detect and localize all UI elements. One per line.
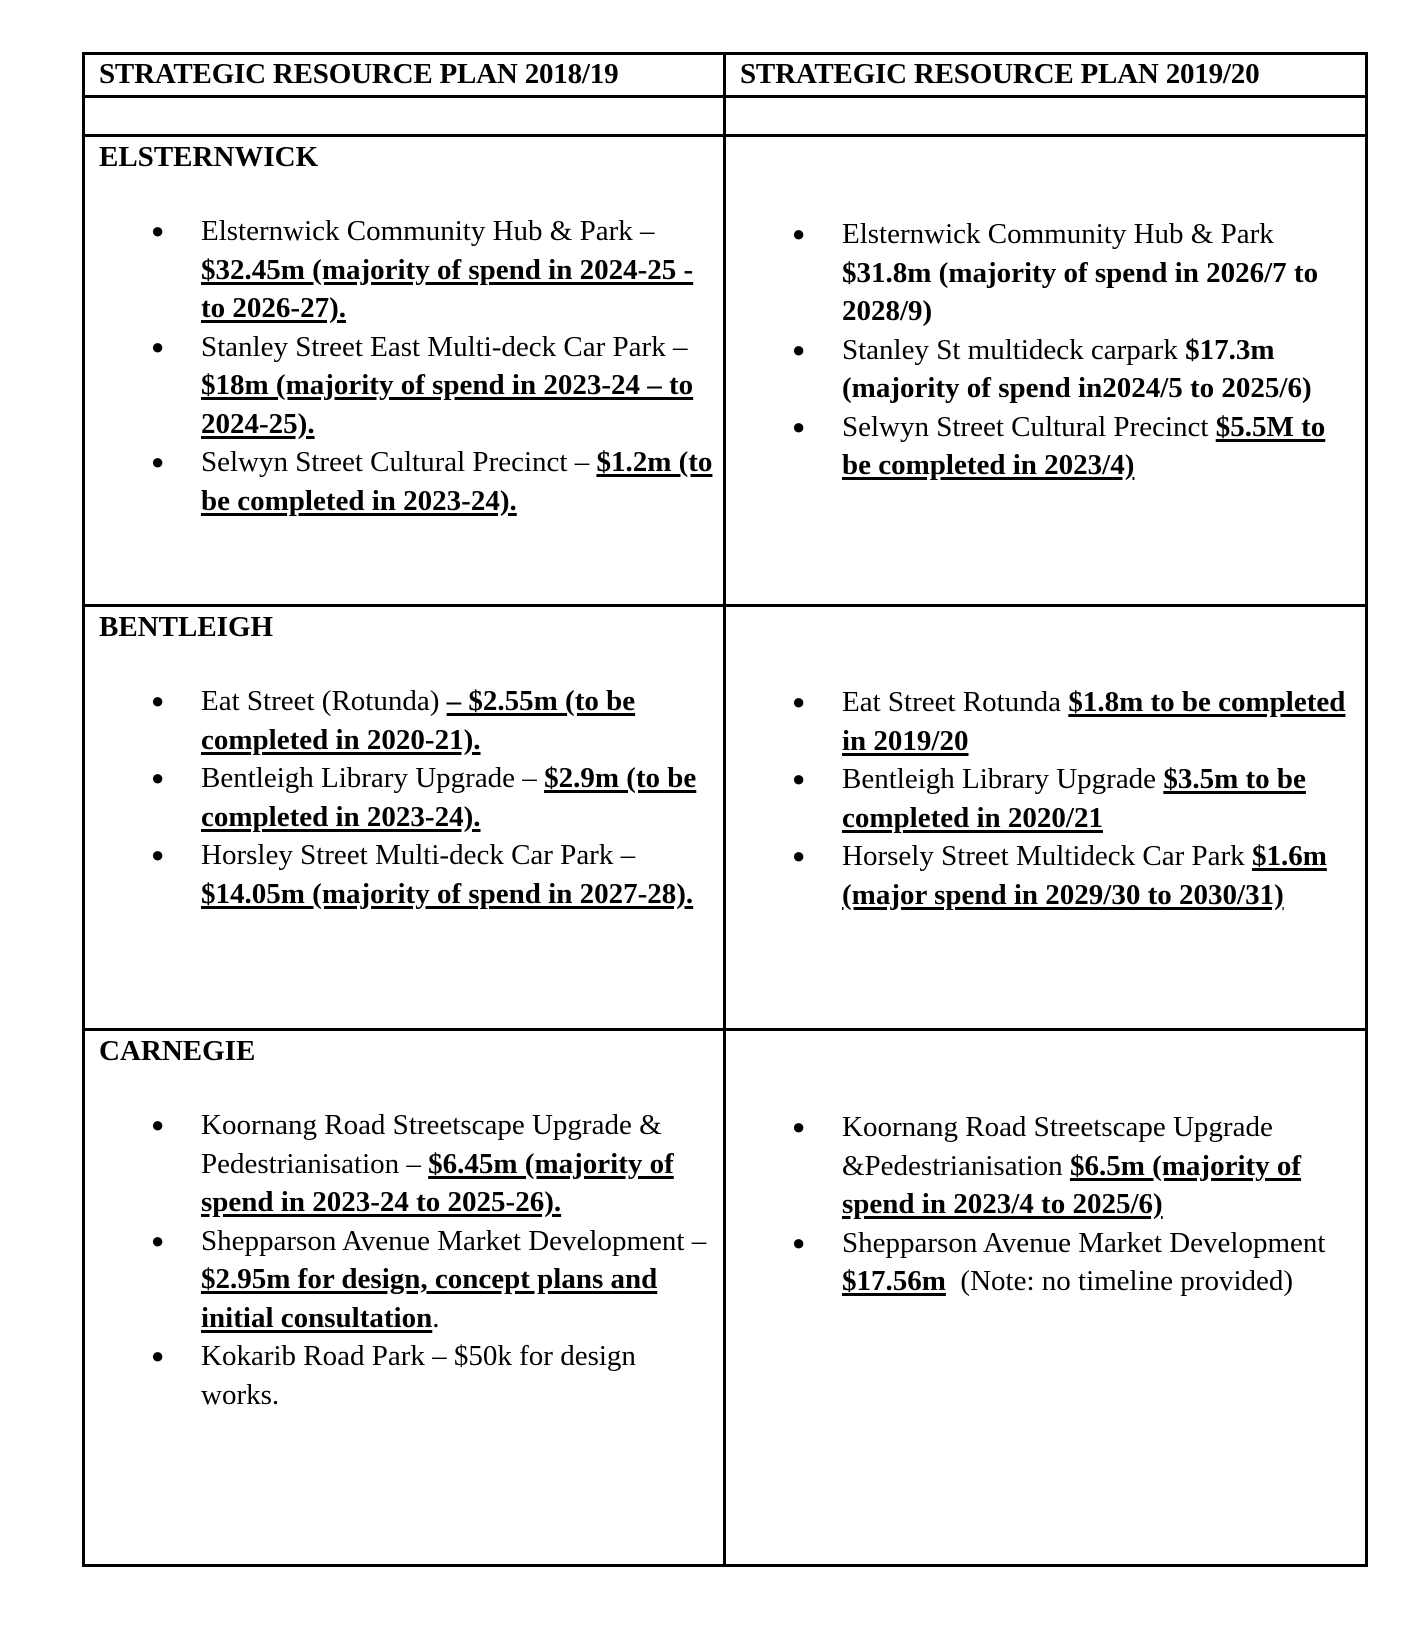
- item-name: Koornang Road Streetscape Upgrade &Pedestrianisation: [842, 1111, 1273, 1182]
- bullet-icon: ●: [151, 218, 165, 243]
- item-budget: $6.45m (majority of spend in 2023-24 to 2025-26).: [201, 1147, 674, 1218]
- bullet-icon: ●: [151, 1227, 165, 1253]
- list-item: [740, 760, 1357, 837]
- list-item: [99, 1337, 715, 1414]
- list-item: [99, 328, 715, 444]
- blank-cell-right: [726, 98, 1365, 134]
- header-2018-19: STRATEGIC RESOURCE PLAN 2018/19: [85, 55, 726, 95]
- item-list: [99, 1106, 715, 1414]
- item-budget: $5.5M to be completed in 2023/4): [842, 410, 1326, 481]
- list-item: [99, 682, 715, 759]
- item-name: Bentleigh Library Upgrade: [842, 763, 1164, 795]
- item-name: Eat Street (Rotunda): [201, 685, 447, 717]
- item-name: Horsely Street Multideck Car Park: [842, 840, 1252, 872]
- item-list: [740, 1108, 1357, 1301]
- item-name: Shepparson Avenue Market Development –: [201, 1224, 707, 1257]
- section-row-bentleigh: [85, 604, 1365, 1028]
- item-budget: – $2.55m (to be completed in 2020-21).: [201, 685, 636, 756]
- area-title: CARNEGIE: [99, 1035, 256, 1067]
- item-name: Selwyn Street Cultural Precinct: [842, 410, 1216, 443]
- item-name: Horsley Street Multi-deck Car Park –: [201, 839, 636, 871]
- bullet-icon: ●: [792, 1229, 806, 1255]
- item-name: Eat Street Rotunda: [842, 686, 1069, 718]
- list-item: [99, 443, 715, 520]
- bullet-icon: ●: [151, 1112, 165, 1137]
- area-title: BENTLEIGH: [99, 611, 274, 643]
- header-row: [85, 55, 1365, 95]
- list-item: [99, 1222, 715, 1338]
- list-item: [740, 837, 1357, 914]
- item-name: Shepparson Avenue Market Development: [842, 1226, 1326, 1259]
- list-item: [740, 683, 1357, 760]
- cell-2019-20: [726, 1031, 1365, 1564]
- list-item: [740, 1108, 1357, 1224]
- section-row-elsternwick: [85, 134, 1365, 604]
- item-budget: $32.45m (majority of spend in 2024-25 -to 2026-27).: [201, 253, 694, 324]
- item-name: Koornang Road Streetscape Upgrade & Pedestrianisation –: [201, 1109, 662, 1180]
- item-name: Stanley St multideck carpark: [842, 333, 1186, 366]
- list-item: [99, 836, 715, 913]
- header-2019-20: STRATEGIC RESOURCE PLAN 2019/20: [740, 58, 1260, 90]
- list-item: [99, 212, 715, 328]
- item-name: Stanley Street East Multi-deck Car Park –: [201, 330, 688, 363]
- blank-row: [85, 95, 1365, 134]
- item-budget: $14.05m (majority of spend in 2027-28).: [201, 877, 694, 910]
- bullet-icon: ●: [151, 842, 165, 867]
- cell-2018-19: [85, 1031, 726, 1564]
- bullet-icon: ●: [151, 449, 165, 474]
- bullet-icon: ●: [792, 336, 806, 362]
- bullet-icon: ●: [792, 766, 806, 791]
- bullet-icon: ●: [792, 413, 806, 439]
- bullet-icon: ●: [151, 688, 165, 713]
- item-budget: $1.2m (to be completed in 2023-24).: [201, 446, 713, 517]
- list-item: [99, 759, 715, 836]
- item-budget: $17.56m: [842, 1265, 946, 1297]
- item-budget: $1.8m to be completed in 2019/20: [842, 686, 1346, 757]
- list-item: [740, 215, 1357, 331]
- item-name: Selwyn Street Cultural Precinct –: [201, 446, 597, 478]
- item-budget: $2.95m for design, concept plans and initial consultation: [201, 1263, 658, 1334]
- item-list: [99, 212, 715, 520]
- list-item: [740, 408, 1357, 485]
- bullet-icon: ●: [792, 843, 806, 868]
- blank-cell-left: [85, 98, 726, 134]
- list-item: [99, 1106, 715, 1222]
- item-budget: $1.6m (major spend in 2029/30 to 2030/31): [842, 840, 1327, 911]
- cell-2018-19: [85, 607, 726, 1028]
- item-name: Bentleigh Library Upgrade –: [201, 762, 545, 794]
- area-title: ELSTERNWICK: [99, 141, 319, 173]
- item-name: Elsternwick Community Hub & Park: [842, 218, 1274, 250]
- bullet-icon: ●: [151, 765, 165, 790]
- cell-2019-20: [726, 137, 1365, 604]
- list-item: [740, 1224, 1357, 1301]
- item-name: Kokarib Road Park – $50k for design works.: [201, 1340, 636, 1411]
- item-list: [740, 683, 1357, 914]
- bullet-icon: ●: [792, 689, 806, 714]
- cell-2019-20: [726, 607, 1365, 1028]
- item-budget: $31.8m (majority of spend in 2026/7 to 2028/9): [842, 256, 1319, 327]
- item-budget: $17.3m (majority of spend in2024/5 to 2025/6): [842, 333, 1312, 404]
- list-item: [740, 331, 1357, 408]
- item-budget: $18m (majority of spend in 2023-24 – to 2024-25).: [201, 369, 694, 440]
- bullet-icon: ●: [151, 1343, 165, 1368]
- item-budget: $2.9m (to be completed in 2023-24).: [201, 762, 697, 833]
- bullet-icon: ●: [792, 1114, 806, 1139]
- item-name: Elsternwick Community Hub & Park –: [201, 215, 655, 247]
- item-note: .: [432, 1301, 440, 1334]
- item-budget: $6.5m (majority of spend in 2023/4 to 2025/6): [842, 1149, 1302, 1220]
- item-list: [740, 215, 1357, 485]
- item-list: [99, 682, 715, 913]
- bullet-icon: ●: [151, 333, 165, 359]
- cell-2018-19: [85, 137, 726, 604]
- bullet-icon: ●: [792, 221, 806, 246]
- section-row-carnegie: [85, 1028, 1365, 1564]
- item-budget: $3.5m to be completed in 2020/21: [842, 763, 1306, 834]
- comparison-table: [82, 52, 1368, 1567]
- item-note: (Note: no timeline provided): [945, 1265, 1294, 1297]
